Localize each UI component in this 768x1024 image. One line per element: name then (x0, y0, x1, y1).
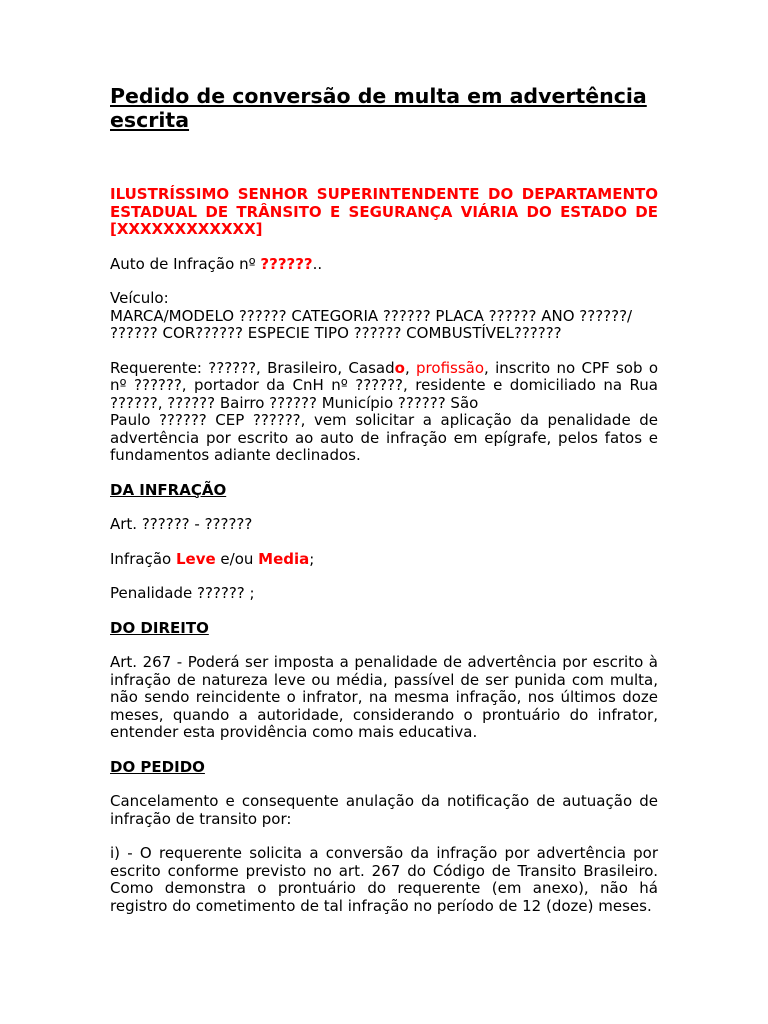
heading-do-pedido: DO PEDIDO (110, 757, 205, 776)
infracao-leve: Leve (175, 549, 216, 568)
requerente-text-2: , inscrito no CPF sob o nº ??????, portador da CnH nº ??????, residente e domiciliado na Rua ??????, ?????? Bairro ?????? Município ?????? São (110, 358, 659, 412)
requerente-comma: , (404, 358, 417, 377)
infracao-art: Art. ?????? - ?????? (110, 515, 253, 533)
infracao-eou: e/ou (215, 549, 259, 568)
auto-infracao-prefix: Auto de Infração nº (110, 254, 261, 273)
veiculo-line-1: MARCA/MODELO ?????? CATEGORIA ?????? PLACA ?????? ANO ??????/ (110, 306, 633, 325)
infracao-media: Media (258, 549, 310, 568)
requerente-paragraph (110, 360, 658, 465)
auto-infracao-line (110, 256, 658, 274)
requerente-text-3: Paulo ?????? CEP ??????, vem solicitar a aplicação da penalidade de advertência por escrito ao auto de infração em epígrafe, pelos fatos e fundamentos adiante declinados. (110, 411, 658, 464)
auto-infracao-suffix: .. (312, 254, 323, 273)
document-title: Pedido de conversão de multa em advertência escrita (110, 84, 647, 132)
veiculo-line-2: ?????? COR?????? ESPECIE TIPO ?????? COMBUSTÍVEL?????? (110, 324, 562, 342)
pedido-text-2: i) - O requerente solicita a conversão da infração por advertência por escrito conforme previsto no art. 267 do Código de Transito Brasileiro. Como demonstra o prontuário do requerente (em anexo), não há registro do cometimento de tal infração no período de 12 (doze) meses. (110, 844, 658, 915)
heading-do-direito: DO DIREITO (110, 618, 209, 637)
requerente-gender-letter: o (394, 358, 405, 377)
veiculo-label: Veículo: (110, 289, 169, 307)
auto-infracao-number: ?????? (260, 254, 313, 273)
heading-da-infracao: DA INFRAÇÃO (110, 480, 227, 499)
veiculo-block (110, 290, 658, 343)
addressee: ILUSTRÍSSIMO SENHOR SUPERINTENDENTE DO DEPARTAMENTO ESTADUAL DE TRÂNSITO E SEGURANÇA VIÁRIA DO ESTADO DE [XXXXXXXXXXXX] (110, 185, 658, 238)
infracao-prefix: Infração (110, 549, 176, 568)
infracao-semicolon: ; (309, 549, 315, 568)
infracao-type-line (110, 551, 658, 569)
requerente-profissao: profissão (416, 358, 485, 377)
requerente-text-1: Requerente: ??????, Brasileiro, Casad (110, 358, 395, 377)
infracao-penalidade: Penalidade ?????? ; (110, 584, 255, 602)
direito-text: Art. 267 - Poderá ser imposta a penalidade de advertência por escrito à infração de natureza leve ou média, passível de ser punida com multa, não sendo reincidente o infrator, na mesma infração, nos últimos doze meses, quando a autoridade, considerando o prontuário do infrator, entender esta providência como mais educativa. (110, 653, 658, 741)
pedido-text-1: Cancelamento e consequente anulação da notificação de autuação de infração de transito por: (110, 792, 658, 828)
